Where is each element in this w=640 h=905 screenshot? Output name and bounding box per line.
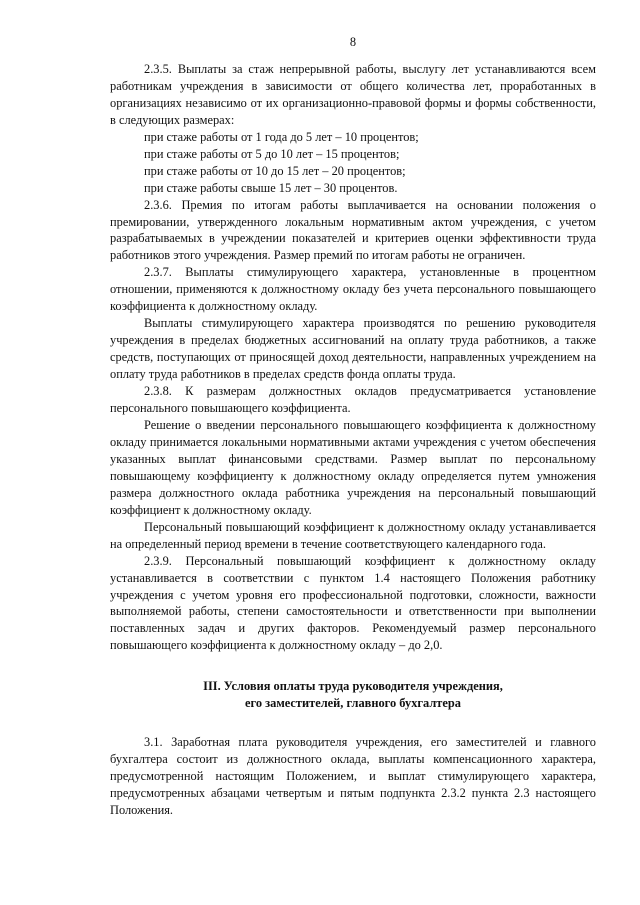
paragraph-2-3-5: 2.3.5. Выплаты за стаж непрерывной работы, выслугу лет устанавливаются всем работникам учреждения в зависимости от общего количества лет, проработанных в организациях независимо от их организационно-правовой формы и формы собственности, в следующих размерах: — [110, 61, 596, 127]
paragraph-2-3-7: 2.3.7. Выплаты стимулирующего характера, установленные в процентном отношении, применяются к должностному окладу без учета персонального повышающего коэффициента к должностному окладу. — [110, 265, 596, 314]
section-3-heading-line-1: III. Условия оплаты труда руководителя учреждения, — [203, 679, 503, 694]
document-page — [110, 34, 596, 819]
paragraph-2-3-7-stimulus: Выплаты стимулирующего характера производятся по решению руководителя учреждения в пределах бюджетных ассигнований на оплату труда работников, а также средств, поступающих от приносящей доход деятельности, направленных учреждением на оплату труда работников в пределах средств фонда оплаты труда. — [110, 316, 596, 382]
list-item: при стаже работы от 1 года до 5 лет – 10 процентов; — [144, 129, 419, 144]
paragraph-3-1: 3.1. Заработная плата руководителя учреждения, его заместителей и главного бухгалтера состоит из должностного оклада, выплаты компенсационного характера, предусмотренной настоящим Положением, и выплат стимулирующего характера, предусмотренных абзацами четвертым и пятым подпункта 2.3.2 пункта 2.3 настоящего Положения. — [110, 735, 596, 818]
paragraph-2-3-6: 2.3.6. Премия по итогам работы выплачивается на основании положения о премировании, утвержденного локальным нормативным актом учреждения, с учетом разрабатываемых в учреждении показателей и критериев оценки эффективности труда работников этого учреждения. Размер премий по итогам работы не ограничен. — [110, 197, 596, 263]
paragraph-2-3-9: 2.3.9. Персональный повышающий коэффициент к должностному окладу устанавливается в соответствии с пунктом 1.4 настоящего Положения работнику учреждения с учетом уровня его профессиональной подготовки, сложности, важности выполняемой работы, степени самостоятельности и ответственности при выполнении поставленных задач и других факторов. Рекомендуемый размер персонального повышающего коэффициента к должностному окладу – до 2,0. — [110, 553, 596, 653]
page-number: 8 — [349, 35, 357, 49]
section-3-heading — [110, 678, 596, 712]
list-item: при стаже работы от 10 до 15 лет – 20 процентов; — [144, 163, 406, 178]
paragraph-2-3-8: 2.3.8. К размерам должностных окладов предусматривается установление персонального повышающего коэффициента. — [110, 384, 596, 416]
paragraph-2-3-8-decision: Решение о введении персонального повышающего коэффициента к должностному окладу принимается локальными нормативными актами учреждения с учетом обеспечения указанных выплат финансовыми средствами. Размер выплат по персональному повышающему коэффициенту к должностному окладу определяется путем умножения размера должностного оклада работника учреждения на персональный повышающий коэффициент к должностному окладу. — [110, 417, 596, 517]
paragraph-2-3-8-period: Персональный повышающий коэффициент к должностному окладу устанавливается на определенный период времени в течение соответствующего календарного года. — [110, 519, 596, 551]
list-item: при стаже работы от 5 до 10 лет – 15 процентов; — [144, 146, 400, 161]
list-item: при стаже работы свыше 15 лет – 30 процентов. — [144, 180, 398, 195]
section-3-heading-line-2: его заместителей, главного бухгалтера — [245, 696, 461, 711]
